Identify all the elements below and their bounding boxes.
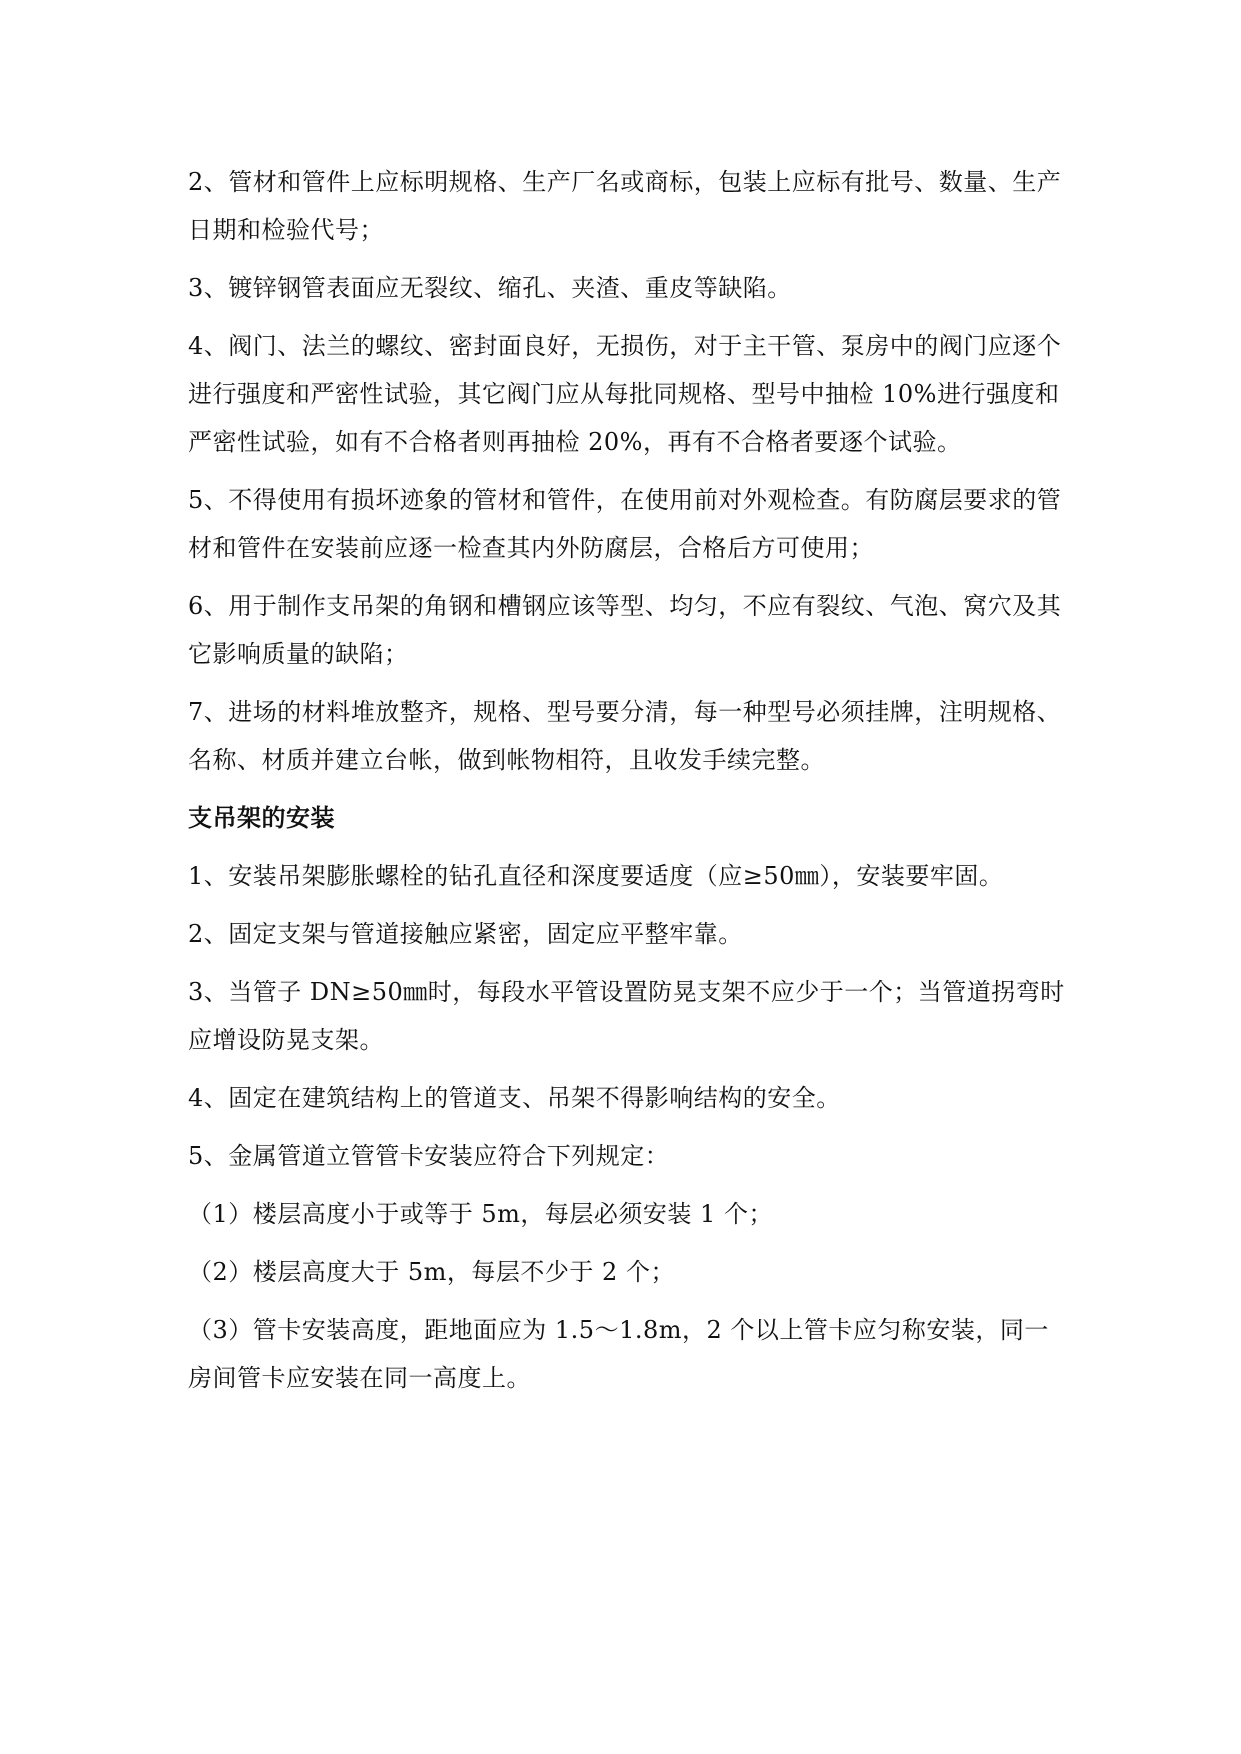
support-item-2: 2、固定支架与管道接触应紧密，固定应平整牢靠。 [188,920,743,948]
paragraph-item-2: 2、管材和管件上应标明规格、生产厂名或商标，包装上应标有批号、数量、生产日期和检验代号； [188,168,1062,244]
support-subitem-2: （2）楼层高度大于 5m，每层不少于 2 个； [188,1258,675,1286]
document-body [188,158,1068,1412]
support-item-3: 3、当管子 DN≥50㎜时，每段水平管设置防晃支架不应少于一个；当管道拐弯时应增设防晃支架。 [188,978,1065,1054]
support-item-1: 1、安装吊架膨胀螺栓的钻孔直径和深度要适度（应≥50㎜），安装要牢固。 [188,862,1004,890]
support-item-4: 4、固定在建筑结构上的管道支、吊架不得影响结构的安全。 [188,1084,841,1112]
section-heading: 支吊架的安装 [188,804,335,832]
support-item-5: 5、金属管道立管管卡安装应符合下列规定： [188,1142,670,1170]
paragraph-item-5: 5、不得使用有损坏迹象的管材和管件，在使用前对外观检查。有防腐层要求的管材和管件在安装前应逐一检查其内外防腐层，合格后方可使用； [188,486,1062,562]
paragraph-item-4: 4、阀门、法兰的螺纹、密封面良好，无损伤，对于主干管、泵房中的阀门应逐个进行强度和严密性试验，其它阀门应从每批同规格、型号中抽检 10%进行强度和严密性试验，如有不合格者则再抽检 20%，再有不合格者要逐个试验。 [188,332,1062,456]
support-subitem-3: （3）管卡安装高度，距地面应为 1.5～1.8m，2 个以上管卡应匀称安装，同一房间管卡应安装在同一高度上。 [188,1316,1049,1392]
support-subitem-1: （1）楼层高度小于或等于 5m，每层必须安装 1 个； [188,1200,773,1228]
paragraph-item-3: 3、镀锌钢管表面应无裂纹、缩孔、夹渣、重皮等缺陷。 [188,274,792,302]
paragraph-item-6: 6、用于制作支吊架的角钢和槽钢应该等型、均匀，不应有裂纹、气泡、窝穴及其它影响质量的缺陷； [188,592,1062,668]
paragraph-item-7: 7、进场的材料堆放整齐，规格、型号要分清，每一种型号必须挂牌，注明规格、名称、材质并建立台帐，做到帐物相符，且收发手续完整。 [188,698,1062,774]
